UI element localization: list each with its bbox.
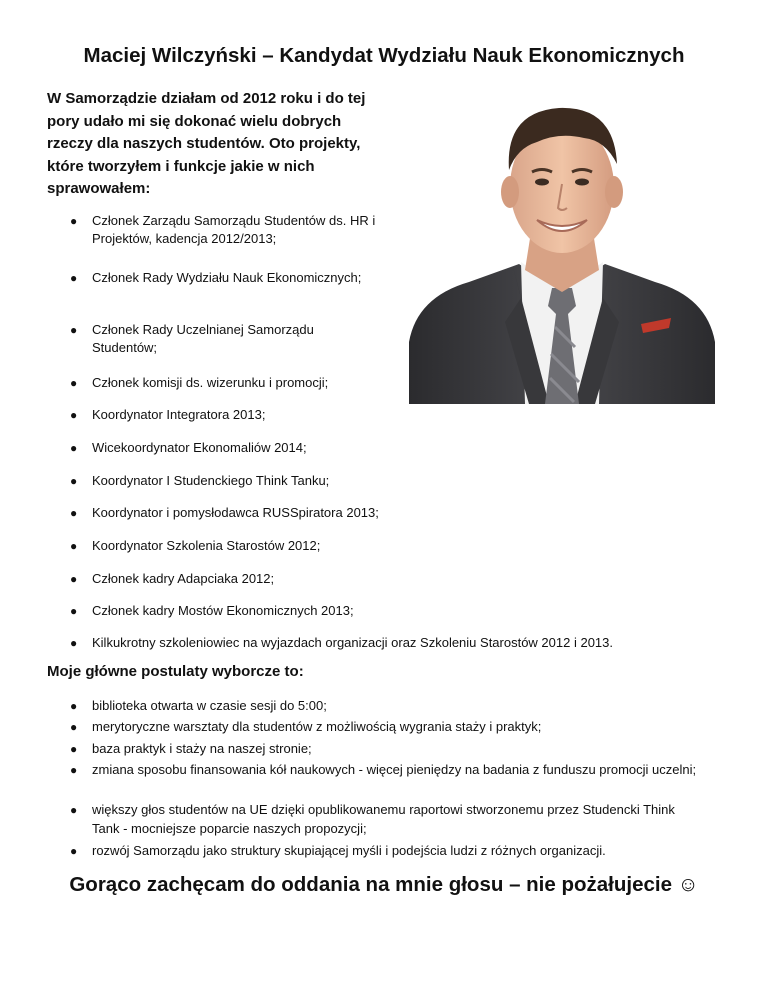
bullet-icon: ●: [70, 376, 78, 390]
bullet-icon: ●: [70, 720, 78, 734]
list-item-text: merytoryczne warsztaty dla studentów z możliwością wygrania staży i praktyk;: [92, 719, 542, 734]
bullet-icon: ●: [70, 506, 78, 520]
list-item-text: Członek kadry Adapciaka 2012;: [92, 571, 275, 586]
list-item-text: większy głos studentów na UE dzięki opublikowanemu raportowi stworzonemu przez Studencki Think Tank - mocniejsze poparcie naszych propozycji;: [92, 802, 675, 836]
bullet-icon: ●: [70, 323, 78, 337]
postulates-heading: Moje główne postulaty wyborcze to:: [47, 663, 304, 680]
bullet-icon: ●: [70, 408, 78, 422]
intro-paragraph: W Samorządzie działam od 2012 roku i do tej pory udało mi się dokonać wielu dobrych rzeczy dla naszych studentów. Oto projekty, które tworzyłem i funkcje jakie w nich sprawowałem:: [47, 90, 366, 197]
bullet-icon: ●: [70, 844, 78, 858]
list-item-text: Członek Rady Wydziału Nauk Ekonomicznych;: [92, 270, 362, 285]
bullet-icon: ●: [70, 539, 78, 553]
list-item-text: Koordynator I Studenckiego Think Tanku;: [92, 473, 330, 488]
bullet-icon: ●: [70, 803, 78, 817]
list-item-text: Wicekoordynator Ekonomaliów 2014;: [92, 440, 307, 455]
bullet-icon: ●: [70, 441, 78, 455]
bullet-icon: ●: [70, 474, 78, 488]
bullet-icon: ●: [70, 572, 78, 586]
list-item-text: Koordynator Szkolenia Starostów 2012;: [92, 538, 321, 553]
list-item-text: Członek Rady Uczelnianej Samorządu Studentów;: [92, 322, 314, 355]
bullet-icon: ●: [70, 214, 78, 228]
list-item-text: Członek Zarządu Samorządu Studentów ds. HR i Projektów, kadencja 2012/2013;: [92, 213, 376, 246]
page-title: Maciej Wilczyński – Kandydat Wydziału Nauk Ekonomicznych: [83, 44, 685, 67]
bullet-icon: ●: [70, 604, 78, 618]
candidate-photo: [409, 92, 715, 404]
bullet-icon: ●: [70, 763, 78, 777]
list-item-text: rozwój Samorządu jako struktury skupiającej myśli i podejścia ludzi z różnych organizacji.: [92, 843, 606, 858]
list-item-text: biblioteka otwarta w czasie sesji do 5:00;: [92, 698, 327, 713]
bullet-icon: ●: [70, 699, 78, 713]
bullet-icon: ●: [70, 636, 78, 650]
list-item-text: Członek komisji ds. wizerunku i promocji;: [92, 375, 329, 390]
list-item-text: Kilkukrotny szkoleniowiec na wyjazdach organizacji oraz Szkoleniu Starostów 2012 i 2013.: [92, 635, 613, 650]
list-item-text: Koordynator i pomysłodawca RUSSpiratora 2013;: [92, 505, 379, 520]
list-item-text: baza praktyk i staży na naszej stronie;: [92, 741, 312, 756]
list-item-text: Członek kadry Mostów Ekonomicznych 2013;: [92, 603, 354, 618]
closing-statement: Gorąco zachęcam do oddania na mnie głosu – nie pożałujecie ☺: [69, 873, 699, 896]
list-item-text: zmiana sposobu finansowania kół naukowych - więcej pieniędzy na badania z funduszu promocji uczelni;: [92, 762, 697, 777]
bullet-icon: ●: [70, 742, 78, 756]
bullet-icon: ●: [70, 271, 78, 285]
list-item-text: Koordynator Integratora 2013;: [92, 407, 266, 422]
